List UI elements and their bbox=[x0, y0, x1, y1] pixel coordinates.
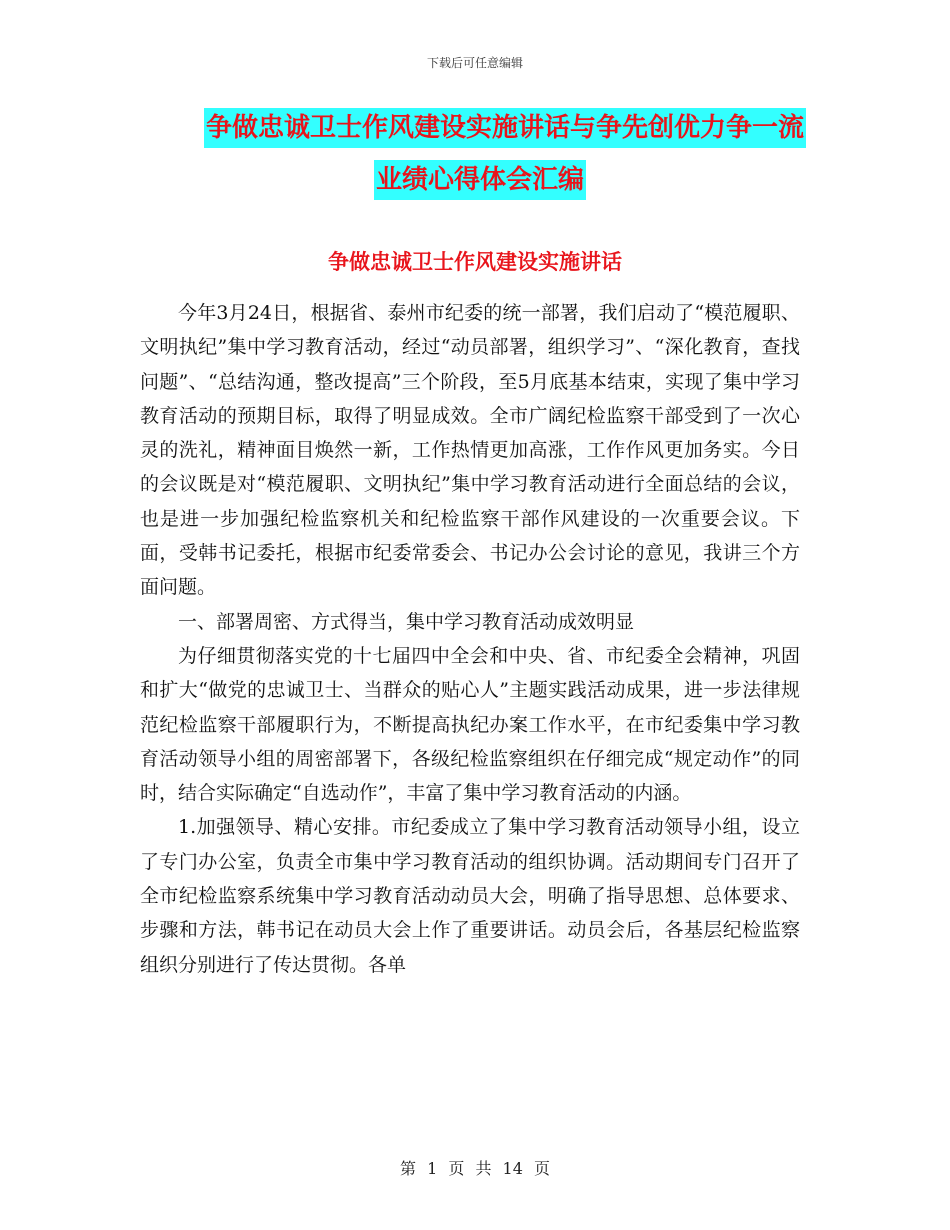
title-line-1: 争做忠诚卫士作风建设实施讲话与争先创优力争一流 bbox=[204, 108, 806, 148]
page-number: 第 1 页 共 14 页 bbox=[400, 1159, 550, 1178]
paragraph: 为仔细贯彻落实党的十七届四中全会和中央、省、市纪委全会精神，巩固和扩大“做党的忠诚卫士、当群众的贴心人”主题实践活动成果，进一步法律规范纪检监察干部履职行为，不断提高执纪办案工作水平，在市纪委集中学习教育活动领导小组的周密部署下，各级纪检监察组织在仔细完成“规定动作”的同时，结合实际确定“自选动作”，丰富了集中学习教育活动的内涵。 bbox=[140, 644, 800, 805]
paragraph: 1.加强领导、精心安排。市纪委成立了集中学习教育活动领导小组，设立了专门办公室，负责全市集中学习教育活动的组织协调。活动期间专门召开了全市纪检监察系统集中学习教育活动动员大会，明确了指导思想、总体要求、步骤和方法，韩书记在动员大会上作了重要讲话。动员会后，各基层纪检监察组织分别进行了传达贯彻。各单 bbox=[140, 816, 800, 976]
section-heading: 争做忠诚卫士作风建设实施讲话 bbox=[328, 249, 622, 274]
paragraph: 今年3月24日，根据省、泰州市纪委的统一部署，我们启动了“模范履职、文明执纪”集中学习教育活动，经过“动员部署，组织学习”、“深化教育，查找问题”、“总结沟通，整改提高”三个阶段，至5月底基本结束，实现了集中学习教育活动的预期目标，取得了明显成效。全市广阔纪检监察干部受到了一次心灵的洗礼，精神面目焕然一新，工作热情更加高涨，工作作风更加务实。今日的会议既是对“模范履职、文明执纪”集中学习教育活动进行全面总结的会议，也是进一步加强纪检监察机关和纪检监察干部作风建设的一次重要会议。下面，受韩书记委托，根据市纪委常委会、书记办公会讨论的意见，我讲三个方面问题。 bbox=[140, 302, 800, 599]
paragraph: 一、部署周密、方式得当，集中学习教育活动成效明显 bbox=[178, 610, 635, 633]
body-text bbox=[140, 296, 800, 982]
title-line-2: 业绩心得体会汇编 bbox=[374, 160, 586, 200]
page-header-note: 下载后可任意编辑 bbox=[426, 56, 523, 70]
document-title bbox=[140, 108, 820, 200]
